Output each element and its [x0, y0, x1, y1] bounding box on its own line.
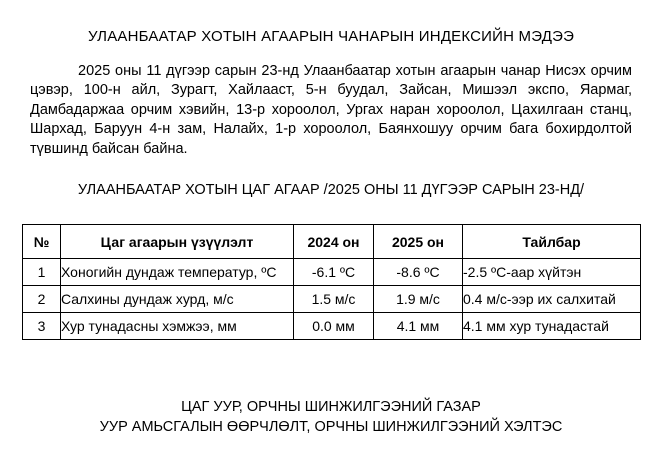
comparison-note: -2.5 ºС-аар хүйтэн	[463, 259, 641, 286]
indicator-label: Хур тунадасны хэмжээ, мм	[61, 313, 294, 340]
value-2024: -6.1 ºС	[294, 259, 374, 286]
value-2025: 4.1 мм	[374, 313, 463, 340]
table-row	[23, 313, 641, 340]
summary-paragraph: 2025 оны 11 дүгээр сарын 23-нд Улаанбаатар хотын агаарын чанар Нисэх орчим цэвэр, 100-н айл, Зурагт, Хайлааст, 5-н буудал, Зайсан, Мишээл экспо, Яармаг, Дамбадаржаа орчим хэвийн, 13-р хороолол, Ургах наран хороолол, Цахилгаан станц, Шархад, Баруун 4-н зам, Налайх, 1-р хороолол, Баянхошуу орчим бага бохирдолтой түвшинд байсан байна.	[30, 63, 632, 157]
table-row	[23, 286, 641, 313]
indicator-label: Салхины дундаж хурд, м/с	[61, 286, 294, 313]
weather-section-title: УЛААНБААТАР ХОТЫН ЦАГ АГААР /2025 ОНЫ 11 ДҮГЭЭР САРЫН 23-НД/	[77, 182, 585, 199]
document-footer	[0, 398, 662, 437]
row-number: 2	[23, 286, 61, 313]
column-header-note: Тайлбар	[463, 225, 641, 259]
column-header-number: №	[23, 225, 61, 259]
footer-agency-line: ЦАГ УУР, ОРЧНЫ ШИНЖИЛГЭЭНИЙ ГАЗАР	[181, 399, 481, 415]
weather-table	[22, 224, 641, 340]
document-title: УЛААНБААТАР ХОТЫН АГААРЫН ЧАНАРЫН ИНДЕКСИЙН МЭДЭЭ	[87, 28, 575, 45]
row-number: 1	[23, 259, 61, 286]
row-number: 3	[23, 313, 61, 340]
comparison-note: 4.1 мм хур тунадастай	[463, 313, 641, 340]
table-header-row	[23, 225, 641, 259]
value-2024: 0.0 мм	[294, 313, 374, 340]
comparison-note: 0.4 м/с-ээр их салхитай	[463, 286, 641, 313]
column-header-indicator: Цаг агаарын үзүүлэлт	[61, 225, 294, 259]
value-2025: -8.6 ºС	[374, 259, 463, 286]
value-2025: 1.9 м/с	[374, 286, 463, 313]
value-2024: 1.5 м/с	[294, 286, 374, 313]
indicator-label: Хоногийн дундаж температур, ºС	[61, 259, 294, 286]
table-row	[23, 259, 641, 286]
column-header-2024: 2024 он	[294, 225, 374, 259]
footer-department-line: УУР АМЬСГАЛЫН ӨӨРЧЛӨЛТ, ОРЧНЫ ШИНЖИЛГЭЭНИЙ ХЭЛТЭС	[99, 418, 563, 435]
column-header-2025: 2025 он	[374, 225, 463, 259]
